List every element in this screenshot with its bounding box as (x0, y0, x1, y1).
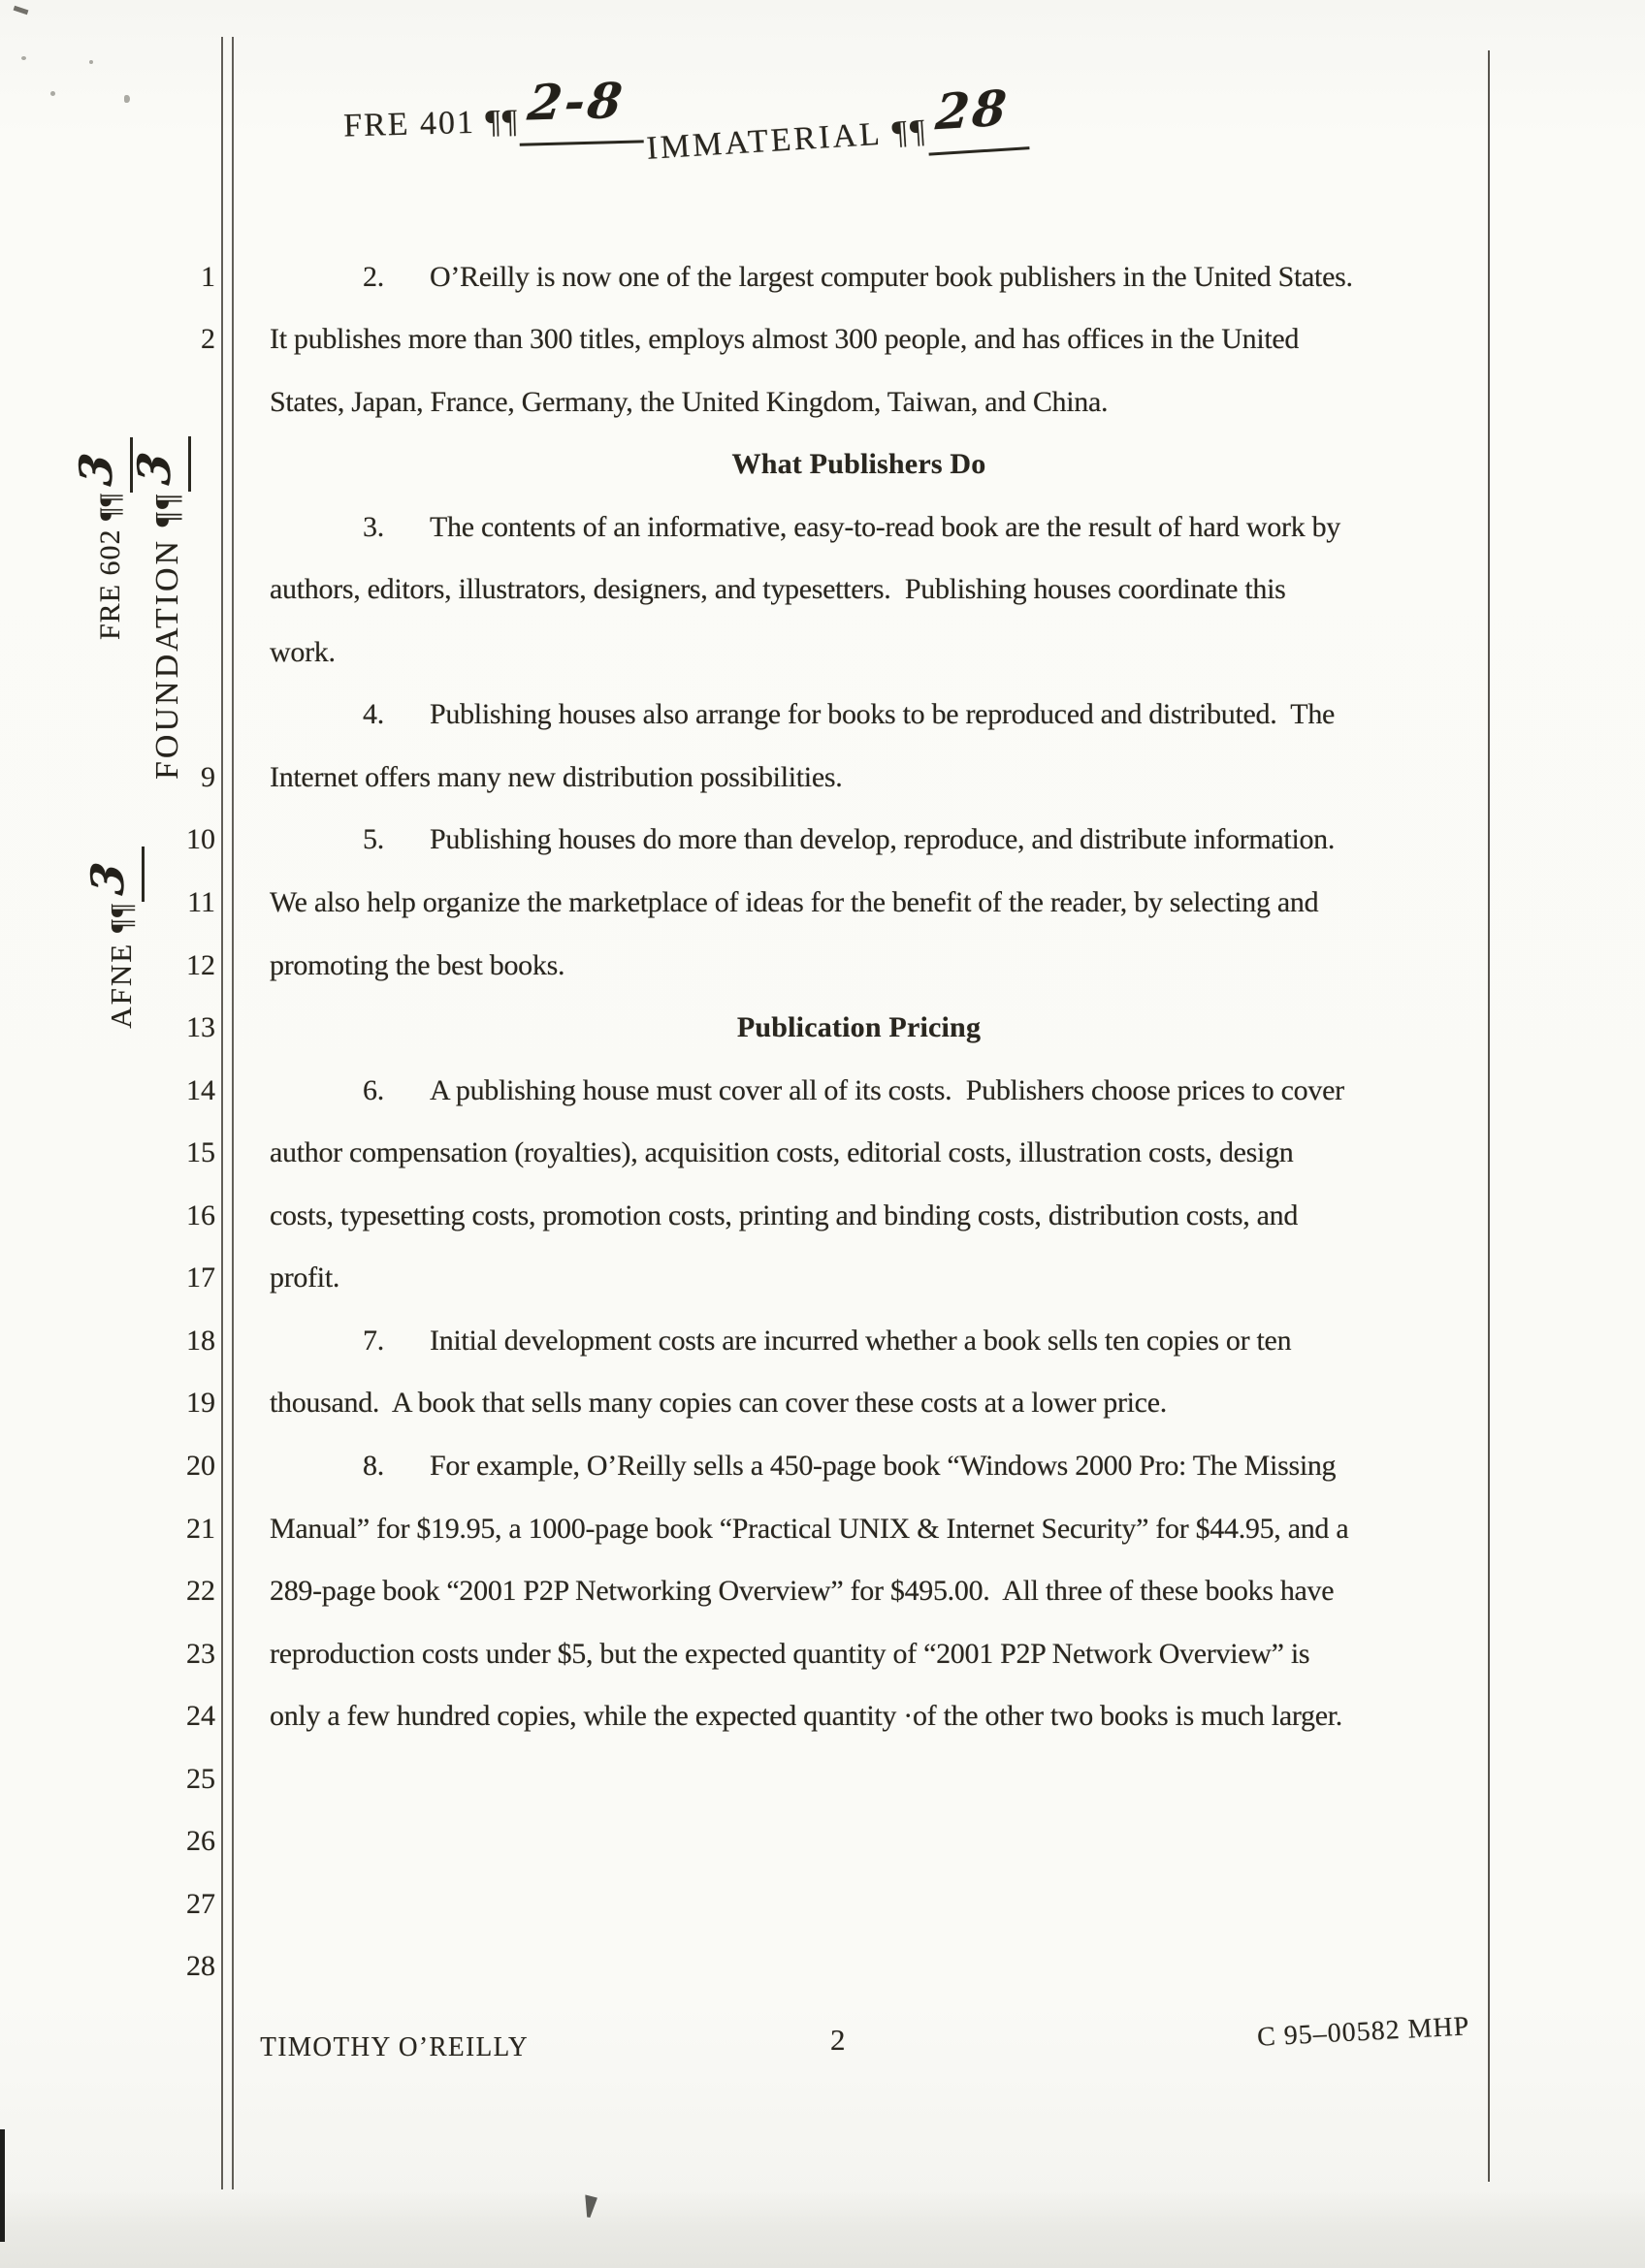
scan-bottom-shadow (0, 2189, 1645, 2268)
line-number: 27 (186, 1887, 215, 1920)
paragraph-number: 8. (363, 1449, 384, 1482)
document-line (270, 573, 1448, 606)
paragraph-number: 4. (363, 698, 384, 731)
annotation-underline (81, 847, 145, 902)
line-number: 16 (186, 1198, 215, 1231)
line-text: work. (270, 635, 336, 668)
scan-smudge (14, 6, 29, 15)
line-number: 26 (186, 1825, 215, 1858)
annotation-fre-602-label: FRE 602 ¶¶ (94, 492, 126, 640)
line-text: 289-page book “2001 P2P Networking Overview” for $495.00. All three of these books have (270, 1575, 1335, 1608)
line-number: 21 (186, 1512, 215, 1545)
annotation-fre-401-label: FRE 401 ¶¶ (342, 103, 520, 144)
footer-case-number: C 95–00582 MHP (1256, 2011, 1471, 2053)
line-number: 24 (186, 1700, 215, 1733)
document-line (270, 761, 1448, 794)
line-number: 28 (186, 1950, 215, 1983)
document-line (270, 636, 1448, 669)
section-heading: Publication Pricing (736, 1011, 982, 1044)
line-text: It publishes more than 300 titles, employs almost 300 people, and has offices in the United (270, 323, 1300, 356)
scan-speckle (89, 60, 93, 64)
document-line (270, 1074, 1448, 1107)
line-number: 18 (186, 1324, 215, 1357)
scan-speckle (124, 95, 130, 103)
document-line (270, 386, 1448, 419)
line-text: O’Reilly is now one of the largest computer book publishers in the United States. (430, 260, 1353, 293)
annotation-afne-label: AFNE ¶¶ (104, 901, 138, 1029)
line-number: 22 (186, 1575, 215, 1608)
line-text: Publishing houses do more than develop, reproduce, and distribute information. (430, 823, 1336, 856)
right-margin-rule (1488, 50, 1490, 2182)
document-line (270, 698, 1448, 731)
line-number: 20 (186, 1449, 215, 1482)
annotation-underline (925, 79, 1029, 155)
document-line (270, 1136, 1448, 1169)
scan-edge-artifact (0, 2129, 5, 2242)
line-number: 11 (187, 886, 215, 918)
paragraph-number: 6. (363, 1073, 384, 1106)
line-text: Publishing houses also arrange for books to be reproduced and distributed. The (430, 698, 1336, 731)
line-text: Initial development costs are incurred whether a book sells ten copies or ten (430, 1324, 1292, 1357)
line-number: 14 (186, 1073, 215, 1106)
line-number: 15 (186, 1136, 215, 1169)
line-text: For example, O’Reilly sells a 450-page book “Windows 2000 Pro: The Missing (430, 1449, 1337, 1482)
line-text: authors, editors, illustrators, designers, and typesetters. Publishing houses coordinate this (270, 573, 1286, 606)
scan-speckle (50, 91, 55, 96)
annotation-afne (54, 851, 179, 1065)
line-text: costs, typesetting costs, promotion costs, printing and binding costs, distribution costs, and (270, 1198, 1299, 1231)
line-text: Internet offers many new distribution possibilities. (270, 760, 843, 793)
footer-declarant-name: TIMOTHY O’REILLY (260, 2032, 530, 2062)
line-number: 13 (186, 1011, 215, 1044)
handwritten-paragraph-number: 3 (128, 445, 180, 488)
annotation-immaterial-label: IMMATERIAL ¶¶ (645, 112, 929, 167)
line-number: 10 (186, 823, 215, 856)
annotation-fre-401 (301, 46, 644, 188)
document-line (270, 886, 1448, 919)
document-line (270, 1513, 1448, 1546)
handwritten-paragraph-number: 3 (81, 856, 134, 898)
handwritten-paragraph-range: 2-8 (525, 71, 629, 132)
line-number: 25 (186, 1762, 215, 1795)
line-text: States, Japan, France, Germany, the United Kingdom, Taiwan, and China. (270, 385, 1109, 418)
paragraph-number: 3. (363, 510, 384, 543)
footer-page-number: 2 (830, 2023, 846, 2057)
line-number: 19 (186, 1387, 215, 1420)
document-line (270, 1325, 1448, 1358)
section-heading: What Publishers Do (731, 448, 986, 481)
line-text: promoting the best books. (270, 948, 565, 981)
annotation-underline (128, 436, 191, 492)
document-line (270, 1387, 1448, 1420)
line-number: 9 (201, 760, 215, 793)
document-line (270, 323, 1448, 356)
document-line (270, 1638, 1448, 1671)
document-line (270, 949, 1448, 982)
line-text: thousand. A book that sells many copies can cover these costs at a lower price. (270, 1387, 1167, 1420)
line-number: 12 (186, 948, 215, 981)
line-number: 2 (201, 323, 215, 356)
handwritten-paragraph-range: 28 (934, 79, 1013, 142)
left-margin-rule-inner (232, 37, 234, 2189)
scan-speckle (21, 56, 26, 60)
line-text: reproduction costs under $5, but the expected quantity of “2001 P2P Network Overview” is (270, 1637, 1310, 1670)
line-text: profit. (270, 1262, 340, 1294)
line-text: We also help organize the marketplace of ideas for the benefit of the reader, by selecting and (270, 886, 1319, 918)
document-line (270, 261, 1448, 294)
handwritten-paragraph-number: 3 (70, 446, 122, 489)
line-text: Manual” for $19.95, a 1000-page book “Practical UNIX & Internet Security” for $44.95, and a (270, 1512, 1349, 1545)
annotation-immaterial (597, 52, 1032, 212)
document-line (270, 1700, 1448, 1733)
line-number: 1 (201, 260, 215, 293)
document-line (270, 511, 1448, 544)
line-text: A publishing house must cover all of its costs. Publishers choose prices to cover (430, 1073, 1344, 1106)
document-line (270, 1199, 1448, 1232)
paragraph-number: 5. (363, 823, 384, 856)
document-line (270, 1450, 1448, 1483)
left-margin-rule-outer (221, 37, 223, 2189)
document-line (270, 823, 1448, 856)
document-line (270, 1262, 1448, 1294)
paragraph-number: 2. (363, 260, 384, 293)
line-text: author compensation (royalties), acquisition costs, editorial costs, illustration costs, design (270, 1136, 1294, 1169)
document-line (270, 1575, 1448, 1608)
line-text: The contents of an informative, easy-to-read book are the result of hard work by (430, 510, 1340, 543)
line-text: only a few hundred copies, while the expected quantity ·of the other two books is much larger. (270, 1700, 1342, 1733)
line-number: 17 (186, 1262, 215, 1294)
annotation-foundation-label: FOUNDATION ¶¶ (149, 491, 185, 780)
line-number: 23 (186, 1637, 215, 1670)
paragraph-number: 7. (363, 1324, 384, 1357)
